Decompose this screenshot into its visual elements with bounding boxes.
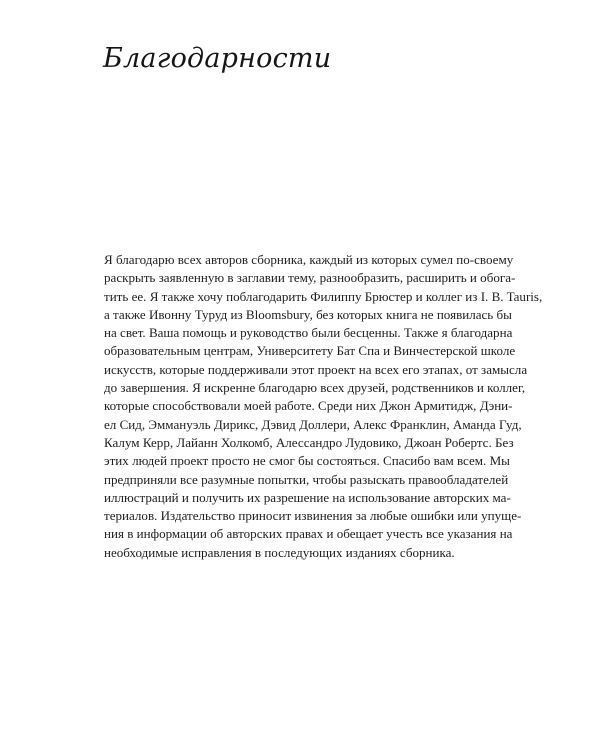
- paragraph-line: ния в информации об авторских правах и обещает учесть все указания на: [104, 526, 513, 542]
- paragraph-line: предприняли все разумные попытки, чтобы разыскать правообладателей: [104, 471, 509, 487]
- paragraph-line: териалов. Издательство приносит извинения за любые ошибки или упуще-: [104, 508, 522, 524]
- acknowledgements-paragraph: [104, 251, 543, 562]
- paragraph-line: необходимые исправления в последующих изданиях сборника.: [104, 544, 455, 560]
- paragraph-line: тить ее. Я также хочу поблагодарить Филиппу Брюстер и коллег из I. B. Tauris,: [104, 288, 543, 304]
- paragraph-line: раскрыть заявленную в заглавии тему, разнообразить, расширить и обога-: [104, 270, 516, 286]
- paragraph-line: до завершения. Я искренне благодарю всех друзей, родственников и коллег,: [104, 380, 526, 396]
- paragraph-line: на свет. Ваша помощь и руководство были бесценны. Также я благодарна: [104, 325, 513, 341]
- paragraph-line: иллюстраций и получить их разрешение на использование авторских ма-: [104, 489, 511, 505]
- paragraph-line: а также Ивонну Туруд из Bloomsbury, без которых книга не появилась бы: [104, 306, 512, 322]
- paragraph-line: Я благодарю всех авторов сборника, каждый из которых сумел по-своему: [104, 252, 514, 267]
- paragraph-line: которые способствовали моей работе. Среди них Джон Армитидж, Дэни-: [104, 398, 513, 414]
- paragraph-line: образовательным центрам, Университету Бат Спа и Винчестерской школе: [104, 343, 516, 359]
- paragraph-line: искусств, которые поддерживали этот проект на всех его этапах, от замысла: [104, 361, 528, 377]
- paragraph-line: этих людей проект просто не смог бы состояться. Спасибо вам всем. Мы: [104, 453, 510, 469]
- paragraph-line: Калум Керр, Лайанн Холкомб, Алессандро Лудовико, Джоан Робертс. Без: [104, 434, 514, 450]
- paragraph-line: ел Сид, Эммануэль Дирикс, Дэвид Доллери, Алекс Франклин, Аманда Гуд,: [104, 416, 522, 432]
- page-title: Благодарности: [103, 43, 332, 74]
